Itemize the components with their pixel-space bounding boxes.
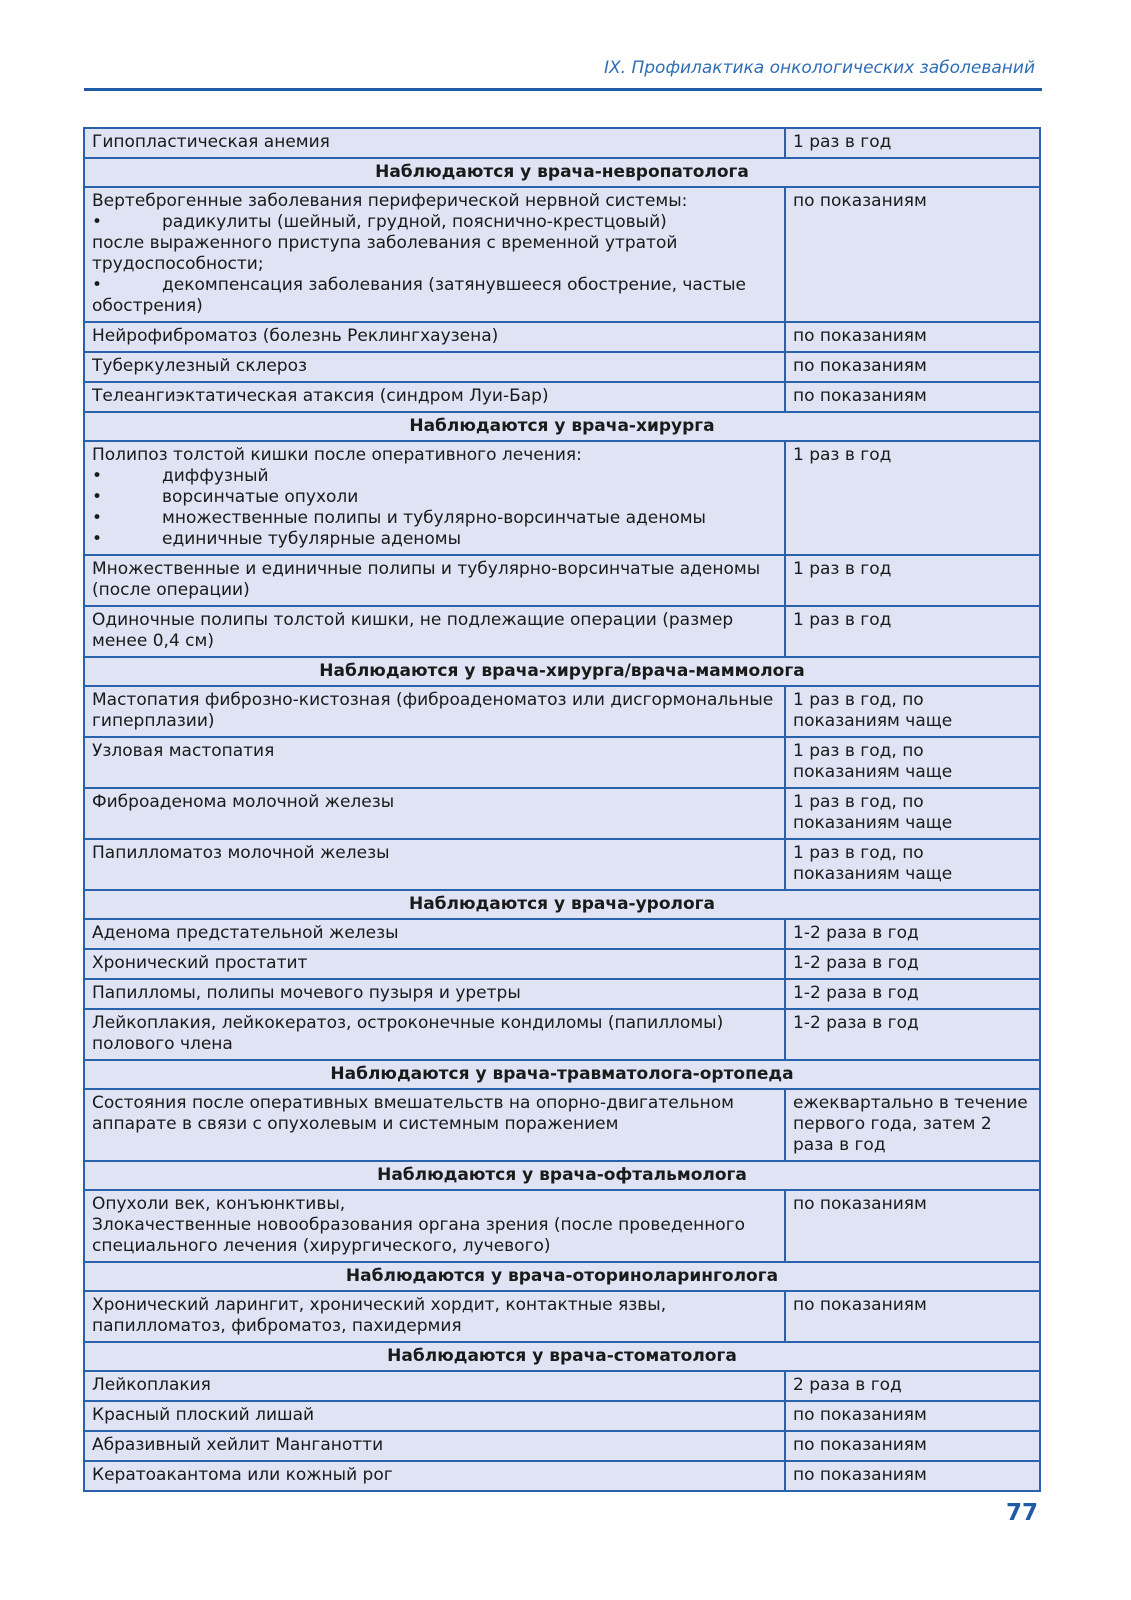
section-title: Наблюдаются у врача-хирурга/врача-маммолога [84, 657, 1040, 686]
frequency-cell: по показаниям [785, 1401, 1040, 1431]
frequency-cell: 1 раз в год, по показаниям чаще [785, 686, 1040, 737]
section-title: Наблюдаются у врача-хирурга [84, 412, 1040, 441]
condition-text: Состояния после оперативных вмешательств на опорно-двигательном аппарате в связи с опухолевым и системным поражением [92, 1093, 734, 1134]
table-row [84, 322, 1040, 352]
bullet-item [92, 529, 777, 550]
condition-cell [84, 839, 785, 890]
condition-text: Абразивный хейлит Манганотти [92, 1435, 384, 1455]
section-title: Наблюдаются у врача-травматолога-ортопеда [84, 1060, 1040, 1089]
condition-text: после выраженного приступа заболевания с временной утратой трудоспособности; [92, 233, 678, 274]
section-header-row [84, 158, 1040, 187]
condition-text: Туберкулезный склероз [92, 356, 308, 376]
frequency-cell: по показаниям [785, 352, 1040, 382]
bullet-item [92, 508, 777, 529]
frequency-cell: 1-2 раза в год [785, 1009, 1040, 1060]
frequency-cell: 2 раза в год [785, 1371, 1040, 1401]
table-row [84, 1461, 1040, 1491]
frequency-cell: 1 раз в год [785, 128, 1040, 158]
condition-text: Вертеброгенные заболевания периферической нервной системы: [92, 191, 688, 211]
condition-cell [84, 352, 785, 382]
bullet-icon: • [92, 212, 103, 232]
table-row [84, 555, 1040, 606]
condition-text: Нейрофиброматоз (болезнь Реклингхаузена) [92, 326, 499, 346]
table-row [84, 949, 1040, 979]
section-header-row [84, 890, 1040, 919]
condition-cell [84, 128, 785, 158]
frequency-cell: по показаниям [785, 322, 1040, 352]
observation-table [83, 127, 1041, 1492]
table-row [84, 1431, 1040, 1461]
condition-text: Папилломатоз молочной железы [92, 843, 390, 863]
frequency-cell: ежеквартально в течение первого года, затем 2 раза в год [785, 1089, 1040, 1161]
bullet-text: ворсинчатые опухоли [162, 487, 359, 507]
condition-text: Лейкоплакия [92, 1375, 211, 1395]
table-row [84, 839, 1040, 890]
condition-text: Гипопластическая анемия [92, 132, 330, 152]
condition-text: Хронический простатит [92, 953, 308, 973]
condition-cell [84, 949, 785, 979]
bullet-text: диффузный [162, 466, 269, 486]
condition-text: обострения) [92, 296, 203, 316]
table-row [84, 979, 1040, 1009]
section-title: Наблюдаются у врача-оториноларинголога [84, 1262, 1040, 1291]
bullet-item [92, 466, 777, 487]
frequency-cell: 1 раз в год [785, 606, 1040, 657]
condition-text: Злокачественные новообразования органа зрения (после проведенного специального лечения (хирургического, лучевого) [92, 1215, 746, 1256]
table-row [84, 737, 1040, 788]
section-header-row [84, 412, 1040, 441]
condition-cell [84, 382, 785, 412]
frequency-cell: 1 раз в год, по показаниям чаще [785, 839, 1040, 890]
condition-text: Мастопатия фиброзно-кистозная (фиброаденоматоз или дисгормональные гиперплазии) [92, 690, 774, 731]
table-row [84, 128, 1040, 158]
section-title: Наблюдаются у врача-стоматолога [84, 1342, 1040, 1371]
table-body [84, 128, 1040, 1491]
frequency-cell: по показаниям [785, 1461, 1040, 1491]
condition-cell [84, 606, 785, 657]
condition-cell [84, 737, 785, 788]
condition-cell [84, 1009, 785, 1060]
bullet-text: единичные тубулярные аденомы [162, 529, 462, 549]
condition-text: Аденома предстательной железы [92, 923, 399, 943]
frequency-cell: по показаниям [785, 187, 1040, 322]
frequency-cell: по показаниям [785, 1431, 1040, 1461]
frequency-cell: 1 раз в год [785, 555, 1040, 606]
frequency-cell: по показаниям [785, 382, 1040, 412]
frequency-cell: по показаниям [785, 1291, 1040, 1342]
condition-cell [84, 788, 785, 839]
condition-cell [84, 555, 785, 606]
section-header-row [84, 1060, 1040, 1089]
condition-text: Множественные и единичные полипы и тубулярно-ворсинчатые аденомы (после операции) [92, 559, 761, 600]
bullet-icon: • [92, 487, 103, 507]
section-title: Наблюдаются у врача-уролога [84, 890, 1040, 919]
table-row [84, 686, 1040, 737]
header-divider [84, 88, 1042, 91]
table-row [84, 1009, 1040, 1060]
table-row [84, 1190, 1040, 1262]
table-row [84, 441, 1040, 555]
frequency-cell: 1 раз в год, по показаниям чаще [785, 788, 1040, 839]
condition-cell [84, 1291, 785, 1342]
section-header-row [84, 1161, 1040, 1190]
section-header-row [84, 1342, 1040, 1371]
frequency-cell: 1 раз в год, по показаниям чаще [785, 737, 1040, 788]
condition-text: Хронический ларингит, хронический хордит, контактные язвы, папилломатоз, фиброматоз, пахидермия [92, 1295, 667, 1336]
table-row [84, 1371, 1040, 1401]
condition-text: Опухоли век, конъюнктивы, [92, 1194, 346, 1214]
condition-text: Папилломы, полипы мочевого пузыря и уретры [92, 983, 521, 1003]
table-row [84, 919, 1040, 949]
condition-cell [84, 1431, 785, 1461]
section-header-row [84, 657, 1040, 686]
bullet-icon: • [92, 275, 103, 295]
condition-text: Телеангиэктатическая атаксия (синдром Луи-Бар) [92, 386, 549, 406]
frequency-cell: 1-2 раза в год [785, 979, 1040, 1009]
bullet-icon: • [92, 508, 103, 528]
condition-cell [84, 1371, 785, 1401]
condition-cell [84, 1401, 785, 1431]
condition-text: Красный плоский лишай [92, 1405, 315, 1425]
condition-cell [84, 979, 785, 1009]
section-title: Наблюдаются у врача-невропатолога [84, 158, 1040, 187]
table-row [84, 382, 1040, 412]
condition-text: Фиброаденома молочной железы [92, 792, 395, 812]
bullet-icon: • [92, 466, 103, 486]
section-header-row [84, 1262, 1040, 1291]
condition-text: Полипоз толстой кишки после оперативного лечения: [92, 445, 582, 465]
condition-cell [84, 1461, 785, 1491]
condition-text: Кератоакантома или кожный рог [92, 1465, 393, 1485]
condition-text: Лейкоплакия, лейкокератоз, остроконечные кондиломы (папилломы) полового члена [92, 1013, 724, 1054]
bullet-text: радикулиты (шейный, грудной, пояснично-крестцовый) [162, 212, 667, 232]
bullet-item [92, 487, 777, 508]
bullet-item [92, 275, 777, 296]
section-title: Наблюдаются у врача-офтальмолога [84, 1161, 1040, 1190]
bullet-text: декомпенсация заболевания (затянувшееся обострение, частые [162, 275, 746, 295]
condition-cell [84, 441, 785, 555]
frequency-cell: 1-2 раза в год [785, 919, 1040, 949]
frequency-cell: 1 раз в год [785, 441, 1040, 555]
table-row [84, 1089, 1040, 1161]
condition-cell [84, 322, 785, 352]
table-row [84, 187, 1040, 322]
table-row [84, 1401, 1040, 1431]
frequency-cell: по показаниям [785, 1190, 1040, 1262]
table-row [84, 788, 1040, 839]
condition-cell [84, 187, 785, 322]
condition-cell [84, 686, 785, 737]
condition-cell [84, 919, 785, 949]
frequency-cell: 1-2 раза в год [785, 949, 1040, 979]
page-header-title: IX. Профилактика онкологических заболеваний [604, 58, 1035, 78]
condition-text: Одиночные полипы толстой кишки, не подлежащие операции (размер менее 0,4 см) [92, 610, 734, 651]
condition-text: Узловая мастопатия [92, 741, 275, 761]
table-row [84, 606, 1040, 657]
bullet-text: множественные полипы и тубулярно-ворсинчатые аденомы [162, 508, 706, 528]
bullet-item [92, 212, 777, 233]
condition-cell [84, 1190, 785, 1262]
page-number: 77 [1005, 1500, 1038, 1526]
condition-cell [84, 1089, 785, 1161]
table-row [84, 1291, 1040, 1342]
bullet-icon: • [92, 529, 103, 549]
table-row [84, 352, 1040, 382]
